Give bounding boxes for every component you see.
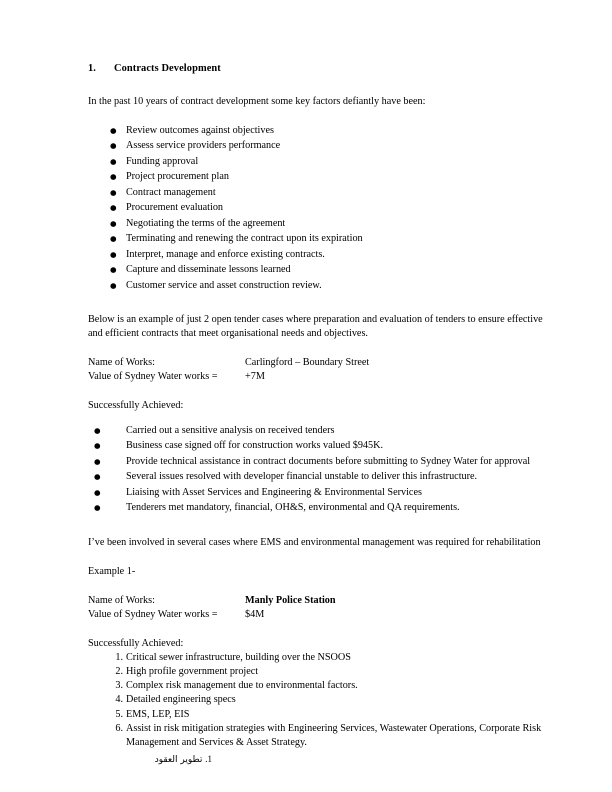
case-two-value-row (88, 608, 552, 622)
works-value-label: Value of Sydney Water works = (88, 371, 218, 382)
list-item-label: High profile government project (126, 665, 259, 677)
page-title: Contracts Development (114, 63, 221, 74)
spacer (88, 294, 552, 313)
list-item-label: Critical sewer infrastructure, building over the NSOOS (126, 651, 351, 663)
case-two-name-row (88, 594, 552, 608)
list-item (88, 439, 552, 453)
name-of-works-label: Name of Works: (88, 356, 155, 368)
bullet-icon: ● (110, 156, 117, 166)
case-one-name-row (88, 356, 552, 370)
bullet-icon: ● (94, 425, 101, 435)
list-item-label: Provide technical assistance in contract documents before submitting to Sydney Water for approval (126, 455, 531, 467)
list-item (88, 155, 552, 169)
list-item (88, 232, 552, 246)
bullet-icon: ● (94, 456, 101, 466)
list-item-label: Negotiating the terms of the agreement (126, 217, 286, 229)
arabic-footer-text: تطوير العقود (154, 754, 203, 765)
list-item-label: Contract management (126, 186, 216, 198)
spacer (88, 413, 552, 424)
list-item-label: Detailed engineering specs (126, 694, 236, 706)
list-item-label: Customer service and asset construction review. (126, 279, 322, 291)
list-item (88, 201, 552, 215)
list-item-label: Assist in risk mitigation strategies with Engineering Services, Wastewater Operations, Corporate Risk Management and Services & Asset Strategy. (126, 722, 542, 749)
bullet-icon: ● (110, 187, 117, 197)
list-item (88, 124, 552, 138)
bullet-icon: ● (110, 141, 117, 151)
case-one-achievements-list (88, 424, 552, 515)
list-item-label: Assess service providers performance (126, 140, 281, 152)
example-label: Example 1- (88, 565, 136, 577)
list-item (88, 248, 552, 262)
list-item (88, 501, 552, 515)
bullet-icon: ● (94, 503, 101, 513)
list-item (88, 170, 552, 184)
spacer (88, 76, 552, 95)
intro-paragraph: In the past 10 years of contract development some key factors defiantly have been: (88, 96, 426, 108)
list-item (88, 665, 552, 679)
bullet-icon: ● (94, 472, 101, 482)
list-item (88, 424, 552, 438)
list-item-number: 6. (115, 722, 123, 734)
list-item (88, 263, 552, 277)
bullet-icon: ● (110, 249, 117, 259)
list-item-label: Complex risk management due to environmental factors. (126, 680, 358, 692)
name-of-works-value: Carlingford – Boundary Street (245, 356, 370, 368)
name-of-works-label: Name of Works: (88, 594, 155, 606)
tender-intro-paragraph: Below is an example of just 2 open tender cases where preparation and evaluation of tenders to ensure effective and efficient contracts that meet organisational needs and objectives. (88, 314, 543, 340)
bullet-icon: ● (110, 218, 117, 228)
list-item-number: 4. (115, 694, 123, 706)
bullet-icon: ● (110, 280, 117, 290)
list-item-label: Terminating and renewing the contract upon its expiration (126, 233, 363, 245)
works-value-amount: $4M (245, 608, 265, 620)
list-item (88, 679, 552, 693)
list-item (88, 455, 552, 469)
spacer (88, 550, 552, 565)
case-two-achieved-heading: Successfully Achieved: (88, 637, 184, 649)
arabic-footer-number: 1. (205, 753, 212, 764)
list-item-number: 2. (115, 665, 123, 677)
ems-paragraph: I’ve been involved in several cases where EMS and environmental management was required for rehabilitation (88, 536, 541, 548)
list-item-label: Carried out a sensitive analysis on received tenders (126, 424, 335, 436)
works-value-amount: +7M (245, 371, 265, 382)
list-item-label: Procurement evaluation (126, 202, 224, 214)
spacer (88, 579, 552, 594)
case-two-achievements-list (88, 651, 552, 751)
list-item-label: Funding approval (126, 155, 199, 167)
list-item-label: Business case signed off for construction works valued $945K. (126, 440, 384, 452)
list-item (88, 693, 552, 707)
bullet-icon: ● (110, 265, 117, 275)
list-item-label: Liaising with Asset Services and Engineering & Environmental Services (126, 486, 422, 498)
page-heading (88, 62, 552, 76)
list-item (88, 722, 552, 751)
spacer (88, 109, 552, 124)
list-item-label: Tenderers met mandatory, financial, OH&S, environmental and QA requirements. (126, 502, 460, 514)
list-item (88, 470, 552, 484)
spacer (88, 341, 552, 356)
spacer (88, 517, 552, 536)
bullet-icon: ● (94, 487, 101, 497)
document-body (88, 62, 552, 766)
spacer (88, 384, 552, 399)
list-item-number: 1. (115, 651, 123, 663)
bullet-icon: ● (110, 203, 117, 213)
arabic-footer-line (82, 754, 212, 767)
spacer (88, 622, 552, 637)
list-item (88, 279, 552, 293)
bullet-icon: ● (110, 172, 117, 182)
heading-number: 1. (88, 63, 96, 74)
bullet-icon: ● (94, 441, 101, 451)
list-item-label: Capture and disseminate lessons learned (126, 264, 291, 276)
list-item (88, 708, 552, 722)
bullet-icon: ● (110, 234, 117, 244)
list-item-label: Several issues resolved with developer financial unstable to deliver this infrastructure. (126, 471, 478, 483)
list-item-number: 3. (115, 680, 123, 692)
case-one-achieved-heading: Successfully Achieved: (88, 400, 184, 412)
case-one-value-row (88, 370, 552, 384)
list-item (88, 651, 552, 665)
name-of-works-value: Manly Police Station (245, 594, 336, 606)
key-factors-list (88, 124, 552, 293)
works-value-label: Value of Sydney Water works = (88, 608, 218, 620)
list-item-label: Review outcomes against objectives (126, 125, 274, 137)
list-item (88, 486, 552, 500)
list-item-label: EMS, LEP, EIS (126, 708, 190, 720)
list-item-label: Interpret, manage and enforce existing contracts. (126, 248, 325, 260)
list-item (88, 186, 552, 200)
list-item (88, 139, 552, 153)
list-item-number: 5. (115, 708, 123, 720)
list-item (88, 217, 552, 231)
list-item-label: Project procurement plan (126, 171, 229, 183)
bullet-icon: ● (110, 126, 117, 136)
